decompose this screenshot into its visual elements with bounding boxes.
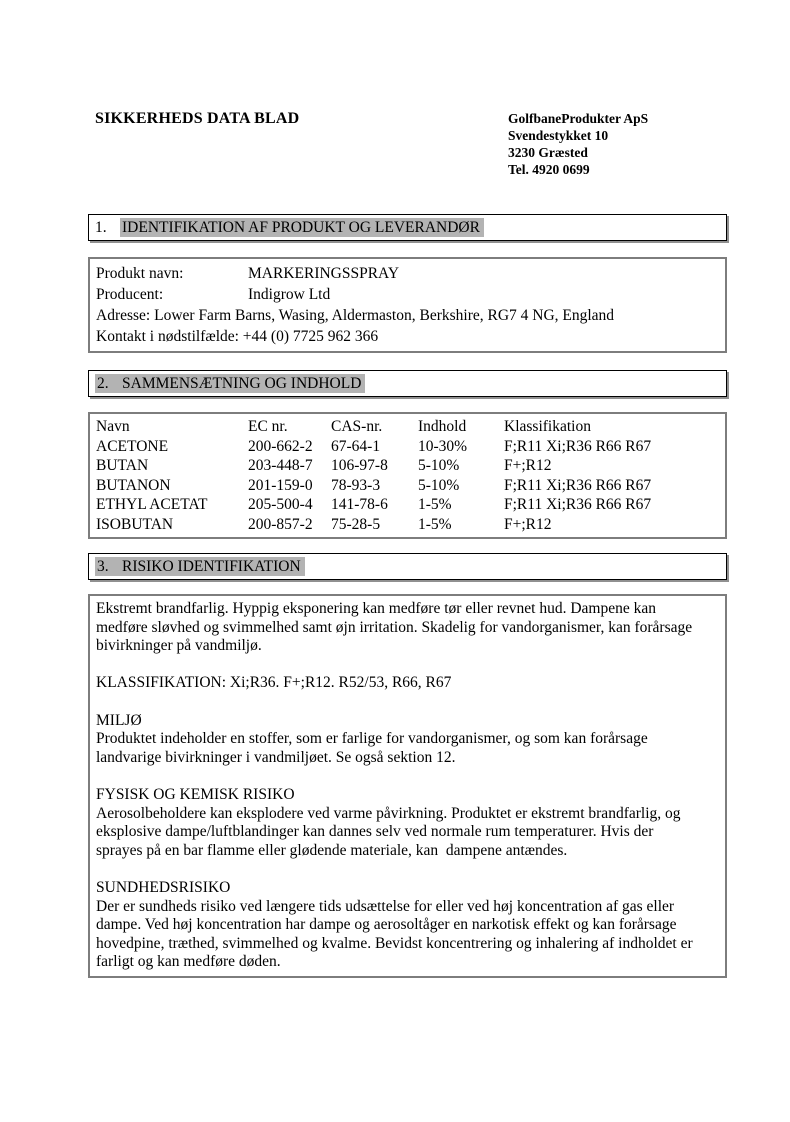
cell-klassifikation: F;R11 Xi;R36 R66 R67 <box>504 476 652 494</box>
cell-navn: ISOBUTAN <box>96 515 174 533</box>
composition-row <box>96 476 719 496</box>
col-header-klassifikation: Klassifikation <box>504 418 591 435</box>
risk-text-line: Ekstremt brandfarlig. Hyppig eksponering kan medføre tør eller revnet hud. Dampene kan <box>96 600 656 617</box>
field-value: Indigrow Ltd <box>248 286 331 303</box>
col-header-cas-nr: CAS-nr. <box>331 418 383 435</box>
risk-text-line <box>96 693 719 712</box>
risk-text-line: Aerosolbeholdere kan eksplodere ved varme påvirkning. Produktet er ekstremt brandfarlig, og <box>96 804 681 822</box>
risk-text-line <box>96 656 719 675</box>
section-3-title: RISIKO IDENTIFIKATION <box>122 558 301 575</box>
risk-identification-box <box>88 594 727 978</box>
field-row <box>96 284 719 305</box>
cell-indhold: 5-10% <box>418 476 460 494</box>
cell-indhold: 5-10% <box>418 457 460 474</box>
composition-header-row <box>96 417 719 437</box>
cell-cas-nr: 141-78-6 <box>331 496 388 513</box>
composition-row <box>96 456 719 476</box>
section-2-title: SAMMENSÆTNING OG INDHOLD <box>122 375 362 392</box>
section-1-title: IDENTIFIKATION AF PRODUKT OG LEVERANDØR <box>120 218 484 237</box>
cell-ec-nr: 205-500-4 <box>248 496 313 513</box>
risk-text-line: Der er sundheds risiko ved længere tids udsættelse for eller ved høj koncentration af gas eller <box>96 897 675 915</box>
cell-klassifikation: F;R11 Xi;R36 R66 R67 <box>504 496 652 513</box>
risk-text-line: bivirkninger på vandmiljø. <box>96 637 262 655</box>
supplier-address-line: 3230 Græsted <box>508 145 588 160</box>
identification-lines <box>96 305 719 347</box>
cell-navn: ACETONE <box>96 437 169 455</box>
cell-ec-nr: 200-662-2 <box>248 437 313 455</box>
col-header-indhold: Indhold <box>418 418 467 435</box>
section-3-header <box>88 553 727 580</box>
risk-text-line: Produktet indeholder en stoffer, som er farlige for vandorganismer, og som kan forårsage <box>96 730 648 748</box>
risk-text-line: sprayes på en bar flamme eller glødende materiale, kan dampene antændes. <box>96 841 568 859</box>
cell-klassifikation: F;R11 Xi;R36 R66 R67 <box>504 437 652 455</box>
cell-cas-nr: 78-93-3 <box>331 476 381 494</box>
risk-text-line: eksplosive dampe/luftblandinger kan dannes selv ved normale rum temperaturer. Hvis der <box>96 823 654 841</box>
cell-cas-nr: 67-64-1 <box>331 437 381 455</box>
document-content <box>88 214 727 978</box>
cell-indhold: 10-30% <box>418 437 468 455</box>
supplier-address-line: GolfbaneProdukter ApS <box>508 111 649 126</box>
cell-navn: BUTANON <box>96 476 171 494</box>
section-2-title-highlight <box>95 374 365 393</box>
composition-table <box>88 412 727 539</box>
identification-fields <box>96 263 719 305</box>
section-1-number: 1. <box>95 219 107 236</box>
cell-indhold: 1-5% <box>418 515 452 533</box>
cell-cas-nr: 106-97-8 <box>331 457 388 474</box>
cell-navn: ETHYL ACETAT <box>96 496 208 513</box>
cell-ec-nr: 200-857-2 <box>248 515 313 533</box>
composition-rows <box>96 437 719 535</box>
risk-text-line: MILJØ <box>96 711 142 729</box>
cell-ec-nr: 203-448-7 <box>248 457 313 474</box>
risk-text-line: FYSISK OG KEMISK RISIKO <box>96 785 295 803</box>
cell-klassifikation: F+;R12 <box>504 515 552 533</box>
document-title: SIKKERHEDS DATA BLAD <box>95 110 300 127</box>
field-row <box>96 263 719 284</box>
cell-navn: BUTAN <box>96 457 149 474</box>
identification-line: Adresse: Lower Farm Barns, Wasing, Aldermaston, Berkshire, RG7 4 NG, England <box>96 307 615 324</box>
risk-text-line: hovedpine, træthed, svimmelhed og kvalme. Bevidst koncentrering og inhalering af indholdet er <box>96 934 693 952</box>
identification-line: Kontakt i nødstilfælde: +44 (0) 7725 962 366 <box>96 328 379 345</box>
cell-cas-nr: 75-28-5 <box>331 515 381 533</box>
field-label: Producent: <box>96 286 164 303</box>
risk-text-line: landvarige bivirkninger i vandmiljøet. Se også sektion 12. <box>96 748 456 766</box>
field-label: Produkt navn: <box>96 265 184 282</box>
supplier-address-line: Tel. 4920 0699 <box>508 162 590 177</box>
risk-text-line: dampe. Ved høj koncentration har dampe og aerosoltåger en narkotisk effekt og kan forårsage <box>96 916 677 934</box>
risk-text-line: SUNDHEDSRISIKO <box>96 878 231 896</box>
col-header-navn: Navn <box>96 418 130 435</box>
composition-row <box>96 515 719 535</box>
section-2-number: 2. <box>97 375 109 392</box>
section-2-header <box>88 370 727 397</box>
identification-box <box>88 257 727 353</box>
risk-text-line <box>96 860 719 879</box>
section-3-title-highlight <box>95 557 305 576</box>
cell-ec-nr: 201-159-0 <box>248 476 313 494</box>
risk-text-line <box>96 767 719 786</box>
supplier-address-line: Svendestykket 10 <box>508 128 609 143</box>
supplier-address-block <box>508 110 648 178</box>
section-1-header <box>88 214 727 241</box>
cell-klassifikation: F+;R12 <box>504 457 552 474</box>
composition-row <box>96 437 719 457</box>
col-header-ec-nr: EC nr. <box>248 418 288 435</box>
field-value: MARKERINGSSPRAY <box>248 265 400 282</box>
risk-text-line: farligt og kan medføre døden. <box>96 953 281 971</box>
risk-text-line: KLASSIFIKATION: Xi;R36. F+;R12. R52/53, R66, R67 <box>96 674 452 692</box>
composition-row <box>96 495 719 515</box>
risk-text-line: medføre sløvhed og svimmelhed samt øjn irritation. Skadelig for vandorganismer, kan forårsage <box>96 618 693 636</box>
cell-indhold: 1-5% <box>418 496 452 513</box>
section-3-number: 3. <box>97 558 109 575</box>
